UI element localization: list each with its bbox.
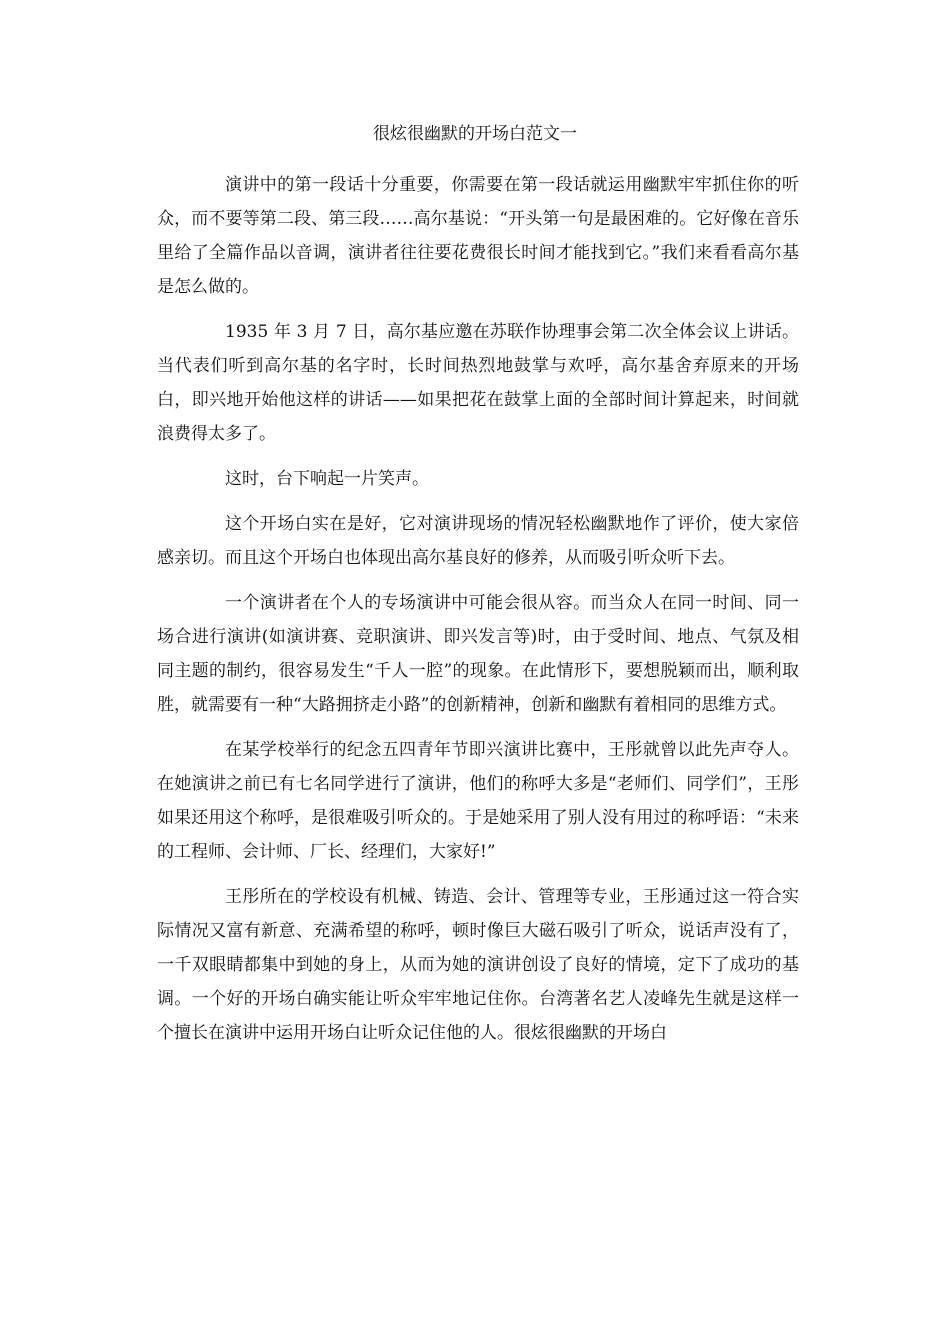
paragraph: 在某学校举行的纪念五四青年节即兴演讲比赛中，王彤就曾以此先声夺人。在她演讲之前已有七名同学进行了演讲，他们的称呼大多是“老师们、同学们”，王彤如果还用这个称呼，是很难吸引听众的。于是她采用了别人没有用过的称呼语：“未来的工程师、会计师、厂长、经理们，大家好!”	[157, 740, 799, 862]
document-body	[157, 168, 799, 1061]
document-title: 很炫很幽默的开场白范文一	[373, 124, 577, 144]
paragraph: 演讲中的第一段话十分重要，你需要在第一段话就运用幽默牢牢抓住你的听众，而不要等第二段、第三段……高尔基说：“开头第一句是最困难的。它好像在音乐里给了全篇作品以音调，演讲者往往要花费很长时间才能找到它。”我们来看看高尔基是怎么做的。	[157, 175, 799, 297]
paragraph: 一个演讲者在个人的专场演讲中可能会很从容。而当众人在同一时间、同一场合进行演讲(如演讲赛、竞职演讲、即兴发言等)时，由于受时间、地点、气氛及相同主题的制约，很容易发生“千人一腔”的现象。在此情形下，要想脱颖而出，顺利取胜，就需要有一种“大路拥挤走小路”的创新精神，创新和幽默有着相同的思维方式。	[157, 593, 799, 715]
paragraph: 1935 年 3 月 7 日，高尔基应邀在苏联作协理事会第二次全体会议上讲话。当代表们听到高尔基的名字时，长时间热烈地鼓掌与欢呼，高尔基舍弃原来的开场白，即兴地开始他这样的讲话——如果把花在鼓掌上面的全部时间计算起来，时间就浪费得太多了。	[157, 322, 799, 444]
paragraph: 这时，台下响起一片笑声。	[225, 469, 429, 489]
paragraph: 这个开场白实在是好，它对演讲现场的情况轻松幽默地作了评价，使大家倍感亲切。而且这个开场白也体现出高尔基良好的修养，从而吸引听众听下去。	[157, 514, 799, 568]
paragraph: 王彤所在的学校设有机械、铸造、会计、管理等专业，王彤通过这一符合实际情况又富有新意、充满希望的称呼，顿时像巨大磁石吸引了听众，说话声没有了，一千双眼睛都集中到她的身上，从而为她的演讲创设了良好的情境，定下了成功的基调。一个好的开场白确实能让听众牢牢地记住你。台湾著名艺人凌峰先生就是这样一个擅长在演讲中运用开场白让听众记住他的人。很炫很幽默的开场白	[157, 887, 799, 1043]
